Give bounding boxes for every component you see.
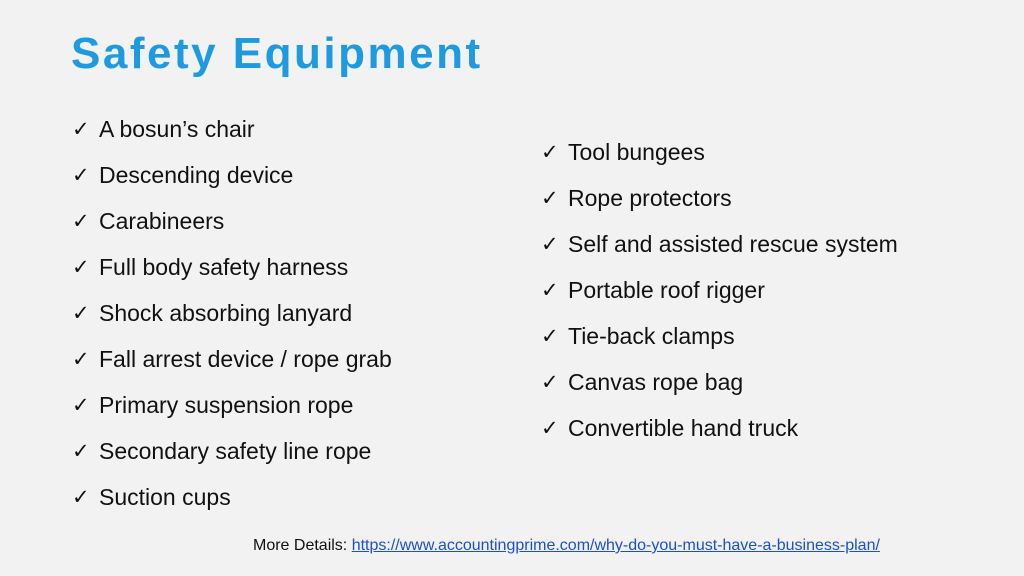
list-item <box>541 135 898 181</box>
list-item <box>72 388 392 434</box>
checkmark-icon: ✓ <box>72 255 90 279</box>
checkmark-icon: ✓ <box>72 485 90 509</box>
list-item <box>541 319 898 365</box>
list-item <box>72 480 392 526</box>
checkmark-icon: ✓ <box>541 370 559 394</box>
list-item <box>72 342 392 388</box>
list-item-label: Convertible hand truck <box>568 415 799 441</box>
checkmark-icon: ✓ <box>72 117 90 141</box>
list-item-label: Fall arrest device / rope grab <box>99 346 392 372</box>
checkmark-icon: ✓ <box>541 140 559 164</box>
right-checklist <box>541 135 898 457</box>
checkmark-icon: ✓ <box>72 301 90 325</box>
list-item-label: Tool bungees <box>568 139 705 165</box>
more-details-link[interactable]: https://www.accountingprime.com/why-do-you-must-have-a-business-plan/ <box>351 537 880 554</box>
list-item-label: A bosun’s chair <box>99 116 255 142</box>
checkmark-icon: ✓ <box>72 393 90 417</box>
list-item-label: Secondary safety line rope <box>99 438 372 464</box>
list-item <box>72 112 392 158</box>
list-item <box>72 434 392 480</box>
checkmark-icon: ✓ <box>72 347 90 371</box>
checkmark-icon: ✓ <box>541 416 559 440</box>
list-item <box>72 296 392 342</box>
list-item <box>72 250 392 296</box>
left-checklist <box>72 112 392 526</box>
list-item <box>541 181 898 227</box>
slide-title: Safety Equipment <box>71 29 483 78</box>
list-item <box>541 365 898 411</box>
more-details-footer <box>253 535 880 557</box>
checkmark-icon: ✓ <box>541 186 559 210</box>
list-item-label: Primary suspension rope <box>99 392 354 418</box>
list-item <box>541 411 898 457</box>
list-item-label: Shock absorbing lanyard <box>99 300 353 326</box>
list-item-label: Full body safety harness <box>99 254 349 280</box>
checkmark-icon: ✓ <box>541 278 559 302</box>
checkmark-icon: ✓ <box>72 163 90 187</box>
checkmark-icon: ✓ <box>72 439 90 463</box>
list-item-label: Suction cups <box>99 484 231 510</box>
checkmark-icon: ✓ <box>541 324 559 348</box>
checkmark-icon: ✓ <box>541 232 559 256</box>
list-item-label: Tie-back clamps <box>568 323 735 349</box>
list-item <box>541 273 898 319</box>
list-item <box>541 227 898 273</box>
list-item <box>72 158 392 204</box>
more-details-label: More Details: <box>253 537 348 554</box>
list-item-label: Self and assisted rescue system <box>568 231 898 257</box>
list-item <box>72 204 392 250</box>
list-item-label: Carabineers <box>99 208 225 234</box>
list-item-label: Portable roof rigger <box>568 277 765 303</box>
list-item-label: Rope protectors <box>568 185 732 211</box>
checkmark-icon: ✓ <box>72 209 90 233</box>
list-item-label: Descending device <box>99 162 294 188</box>
list-item-label: Canvas rope bag <box>568 369 744 395</box>
